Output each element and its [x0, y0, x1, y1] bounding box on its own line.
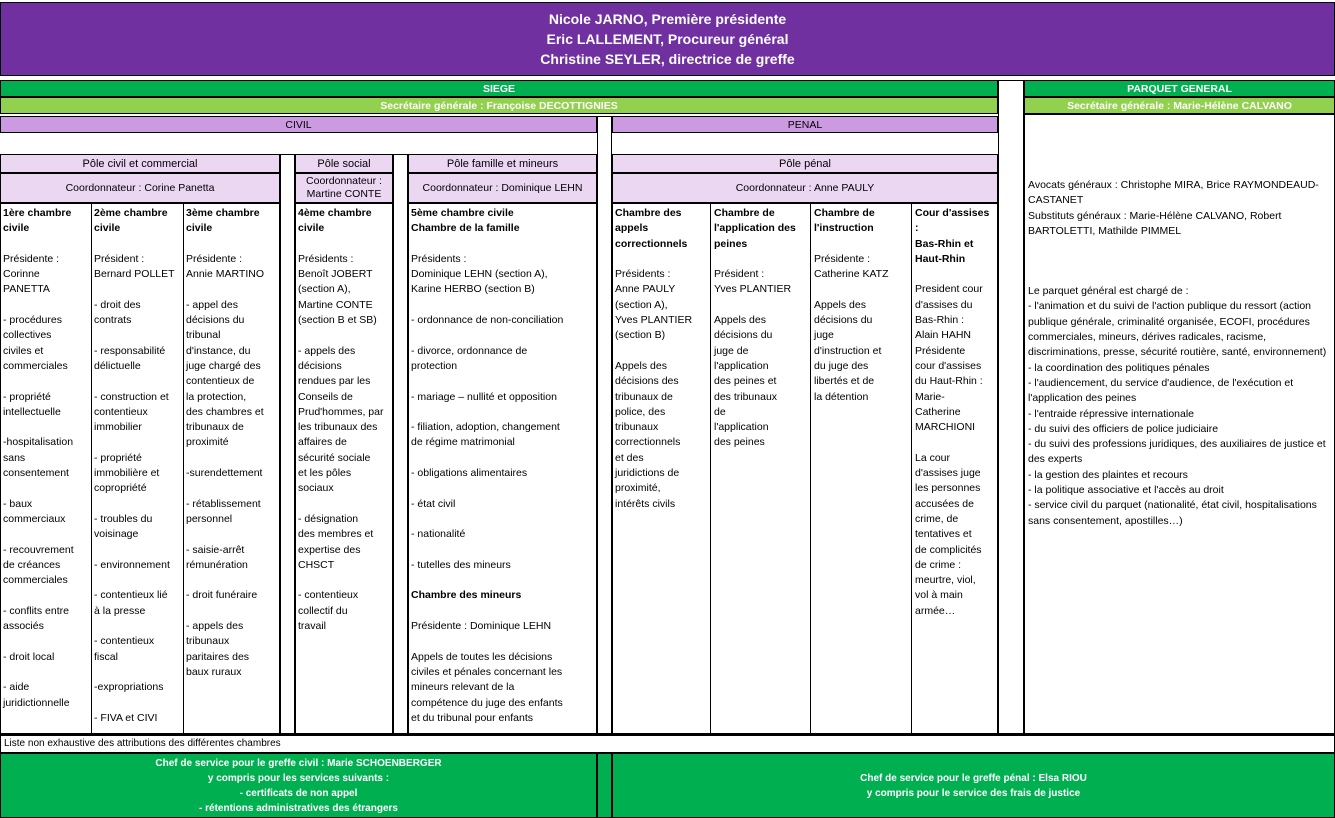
chambre-3-presidence: Présidente : Annie MARTINO [186, 252, 264, 281]
list-item: - appel des décisions du tribunal d'instance, du juge chargé des contentieux de la protection, des chambres et tribunaux de proximité [186, 298, 264, 449]
chambre-instruction-presidence: Présidente : Catherine KATZ [814, 252, 889, 281]
coord-famille: Coordonnateur : Dominique LEHN [408, 173, 597, 203]
list-item: Appels des décisions du juge de l'application des peines et des tribunaux de l'application des peines [714, 314, 778, 449]
cour-assises-presidence: President cour d'assises du Bas-Rhin : Alain HAHN Présidente cour d'assises du Haut-Rhin : Marie- Catherine MARCHIONI [915, 283, 983, 434]
list-item: -expropriations [94, 681, 164, 694]
header-line-2: Eric LALLEMENT, Procureur général [546, 31, 789, 47]
list-item: - divorce, ordonnance de protection [411, 344, 528, 372]
list-item: - propriété immobilière et copropriété [94, 451, 160, 495]
list-item: - baux commerciaux [3, 497, 66, 525]
list-item: - contentieux lié à la presse [94, 589, 168, 617]
coord-social: Coordonnateur : Martine CONTE [295, 173, 393, 203]
list-item: - état civil [411, 497, 456, 510]
list-item: - droit local [3, 650, 55, 663]
chambre-3-content [184, 206, 279, 732]
list-item: - du suivi des professions juridiques, des auxiliaires de justice et des experts [1028, 438, 1326, 466]
chambre-2-content [92, 206, 183, 732]
list-item: Appels des décisions des tribunaux de police, des tribunaux correctionnels et des juridictions de proximité, intérêts civils [615, 359, 681, 510]
list-item: Appels des décisions du juge d'instruction et du juge des libertés et de la détention [814, 298, 882, 403]
civil-bar: CIVIL [0, 116, 597, 133]
chambre-1-presidence: Présidente : Corinne PANETTA [3, 252, 60, 296]
chambre-application-title: Chambre de l'application des peines [714, 207, 796, 250]
list-item: - appels des décisions rendues par les Conseils de Prud'hommes, par les tribunaux des affaires de sécurité sociale et les pôles sociaux [298, 344, 384, 495]
list-item: - ordonnance de non-conciliation [411, 314, 564, 327]
list-item: - construction et contentieux immobilier [94, 390, 169, 434]
list-item: - l'animation et du suivi de l'action publique du ressort (action publique générale, criminalité organisée, ECOFI, procédures commerciales, mineurs, dérives radicales, racisme, discriminations, presse, sécurité routière, santé, environnement) [1028, 300, 1327, 359]
parquet-substituts: Substituts généraux : Marie-Hélène CALVANO, Robert BARTOLETTI, Mathilde PIMMEL [1028, 209, 1282, 237]
chambre-5-title: 5ème chambre civile Chambre de la famille [411, 207, 520, 235]
chambre-1-title: 1ère chambre civile [3, 207, 72, 235]
chambre-5-presidence: Présidents : Dominique LEHN (section A), Karine HERBO (section B) [411, 252, 548, 296]
list-item: -surendettement [186, 467, 263, 480]
coord-penal: Coordonnateur : Anne PAULY [612, 173, 998, 203]
list-item: - service civil du parquet (nationalité, état civil, hospitalisations sans consentement, apostilles…) [1028, 499, 1317, 527]
pole-penal-title: Pôle pénal [612, 154, 998, 173]
pole-civil-commercial-title: Pôle civil et commercial [0, 154, 280, 173]
chambre-3-title: 3ème chambre civile [186, 207, 260, 235]
parquet-content [1025, 178, 1334, 578]
parquet-avocats: Avocats généraux : Christophe MIRA, Brice RAYMONDEAUD-CASTANET [1028, 179, 1319, 207]
chambre-application-presidence: Président : Yves PLANTIER [714, 268, 792, 296]
list-item: - l'entraide répressive internationale [1028, 407, 1195, 420]
list-item: - propriété intellectuelle [3, 390, 61, 418]
list-item: - rétablissement personnel [186, 497, 261, 525]
chambre-appels-content [613, 206, 710, 732]
chambre-1-content [1, 206, 91, 732]
list-item: La cour d'assises juge les personnes accusées de crime, de tentatives et de complicités de crime : meurtre, viol, vol à main armée… [915, 451, 982, 617]
chambre-mineurs-text: Appels de toutes les décisions civiles et pénales concernant les mineurs relevant de la compétence du juge des enfants et du tribunal pour enfants [411, 650, 563, 724]
cour-assises-title: Cour d'assises : Bas-Rhin et Haut-Rhin [915, 207, 990, 265]
spacer-col-1 [280, 154, 295, 734]
list-item: - contentieux fiscal [94, 635, 155, 663]
chambre-4-presidence: Présidents : Benoît JOBERT (section A), Martine CONTE (section B et SB) [298, 252, 377, 327]
parquet-charge-intro: Le parquet général est chargé de : [1028, 285, 1189, 298]
penal-bar: PENAL [612, 116, 998, 133]
spacer-col-3 [597, 116, 612, 734]
list-item: - appels des tribunaux paritaires des baux ruraux [186, 620, 250, 678]
spacer-col-2 [393, 154, 408, 734]
list-item: - responsabilité délictuelle [94, 344, 166, 372]
list-item: - aide juridictionnelle [3, 681, 70, 709]
list-item: - troubles du voisinage [94, 512, 153, 541]
list-item: - droit funéraire [186, 589, 258, 602]
list-item: - recouvrement de créances commerciales [3, 543, 74, 587]
list-item: - filiation, adoption, changement de régime matrimonial [411, 421, 560, 449]
list-item: - tutelles des mineurs [411, 558, 511, 571]
chambre-5-content [409, 206, 596, 732]
chambre-mineurs-presidence: Présidente : Dominique LEHN [411, 620, 552, 633]
footer-greffe-penal: Chef de service pour le greffe pénal : Elsa RIOU y compris pour le service des frais de justice [612, 753, 1335, 818]
chambre-application-content [712, 206, 810, 732]
pole-social-title: Pôle social [295, 154, 393, 173]
chambre-instruction-content [812, 206, 911, 732]
chambre-mineurs-title: Chambre des mineurs [411, 589, 522, 602]
list-item: - la gestion des plaintes et recours [1028, 468, 1188, 481]
list-item: - conflits entre associés [3, 604, 69, 633]
parquet-bar: PARQUET GENERAL [1024, 80, 1335, 97]
list-item: - procédures collectives civiles et commerciales [3, 314, 68, 372]
list-item: - FIVA et CIVI [94, 711, 158, 724]
header-banner [0, 2, 1335, 76]
list-item: - la politique associative et l'accès au droit [1028, 484, 1224, 497]
list-item: - l'audiencement, du service d'audience, de l'exécution et l'application des peines [1028, 376, 1294, 405]
footer-greffe-civil: Chef de service pour le greffe civil : Marie SCHOENBERGER y compris pour les services suivants : - certificats de non appel - rétentions administratives des étrangers [0, 753, 597, 818]
list-item: - mariage – nullité et opposition [411, 390, 557, 403]
pole-famille-title: Pôle famille et mineurs [408, 154, 597, 173]
siege-secretaire-bar: Secrétaire générale : Françoise DECOTTIGNIES [0, 97, 998, 114]
header-line-3: Christine SEYLER, directrice de greffe [540, 51, 795, 67]
footnote: Liste non exhaustive des attributions des différentes chambres [0, 734, 1335, 753]
header-line-1: Nicole JARNO, Première présidente [548, 11, 787, 27]
coord-civil-commercial: Coordonnateur : Corine Panetta [0, 173, 280, 203]
chambre-4-content [296, 206, 392, 732]
footer-spacer [597, 753, 612, 818]
list-item: - nationalité [411, 528, 466, 541]
list-item: - désignation des membres et expertise des CHSCT [298, 512, 374, 571]
list-item: - environnement [94, 558, 170, 571]
list-item: - droit des contrats [94, 298, 141, 327]
chambre-4-title: 4ème chambre civile [298, 207, 372, 235]
chambre-appels-title: Chambre des appels correctionnels [615, 207, 688, 250]
list-item: - saisie-arrêt rémunération [186, 543, 248, 571]
chambre-2-title: 2ème chambre civile [94, 207, 168, 235]
cour-assises-content [913, 206, 997, 732]
chambre-appels-presidence: Présidents : Anne PAULY (section A), Yves PLANTIER (section B) [615, 268, 693, 342]
list-item: - contentieux collectif du travail [298, 589, 359, 633]
chambre-2-presidence: Président : Bernard POLLET [94, 252, 175, 281]
siege-bar: SIEGE [0, 80, 998, 97]
spacer-col-4 [998, 80, 1024, 734]
list-item: - du suivi des officiers de police judiciaire [1028, 422, 1219, 435]
parquet-secretaire-bar: Secrétaire générale : Marie-Hélène CALVANO [1024, 97, 1335, 114]
list-item: - la coordination des politiques pénales [1028, 361, 1210, 374]
list-item: - obligations alimentaires [411, 467, 528, 480]
chambre-instruction-title: Chambre de l'instruction [814, 207, 875, 235]
list-item: -hospitalisation sans consentement [3, 436, 74, 480]
